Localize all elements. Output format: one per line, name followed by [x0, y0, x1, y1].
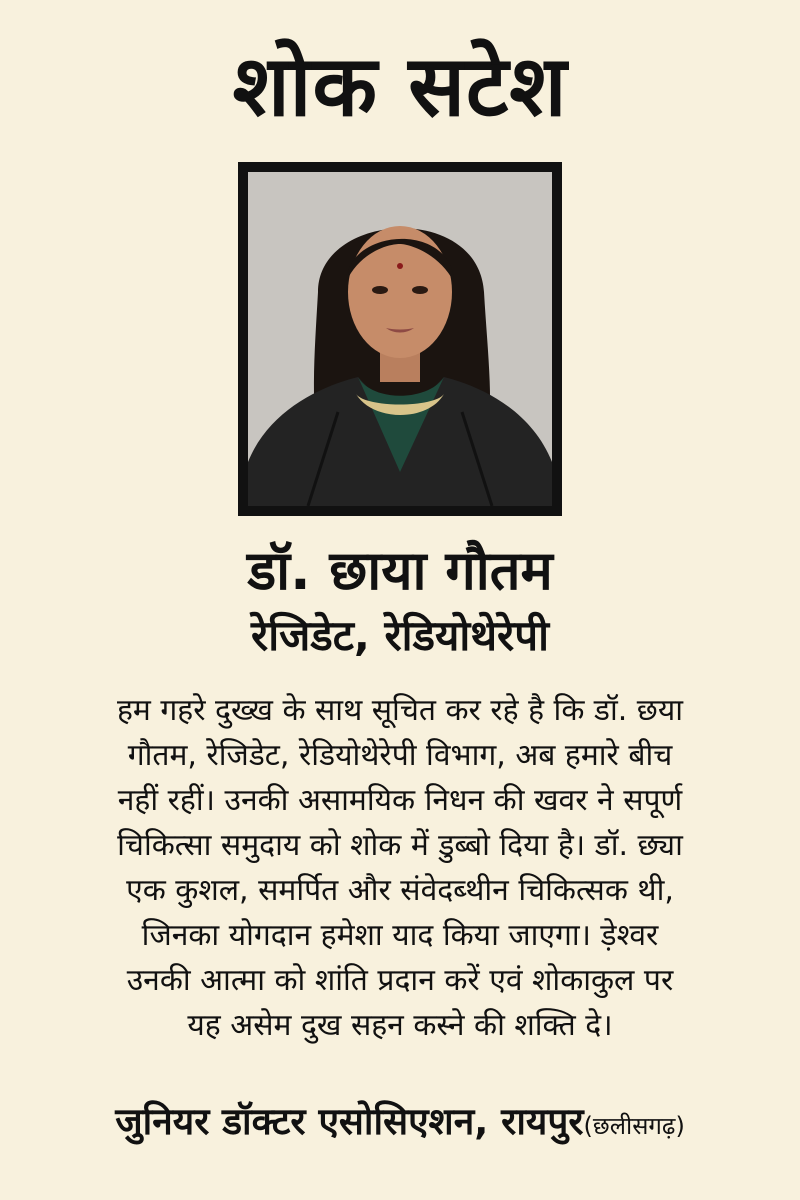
message-line: नहीं रहीं। उनकी असामयिक निधन की खवर ने सपूर्ण: [117, 783, 683, 818]
organization-state: (छलीसगढ़): [583, 1112, 685, 1140]
message-line: यह असेम दुख सहन कस्ने की शक्ति दे।: [187, 1008, 613, 1043]
page-title: शोक सटेश: [232, 37, 568, 135]
footer-signature: [0, 1094, 800, 1145]
condolence-message: [60, 688, 740, 1048]
organization-name: जुनियर डॉक्टर एसोसिएशन, रायपुर: [115, 1100, 584, 1143]
person-designation: रेजिडेट, रेडियोथेरेपी: [251, 611, 549, 660]
portrait-photo: [238, 162, 562, 516]
message-line: जिनका योगदान हमेशा याद किया जाएगा। ड़ेश्वर: [141, 918, 659, 953]
message-line: एक कुशल, समर्पित और संवेदब्थीन चिकित्सक थी,: [126, 873, 674, 908]
message-line: चिकित्सा समुदाय को शोक में डुब्बो दिया है। डॉ. छ्या: [117, 828, 683, 863]
person-name: डॉ. छाया गौतम: [247, 539, 553, 602]
message-line: गौतम, रेजिडेट, रेडियोथेरेपी विभाग, अब हमारे बीच: [127, 738, 673, 773]
message-line: हम गहरे दुख्ख के साथ सूचित कर रहे है कि डॉ. छया: [117, 693, 683, 728]
message-line: उनकी आत्मा को शांति प्रदान करें एवं शोकाकुल पर: [126, 963, 674, 998]
portrait-illustration: [248, 172, 552, 506]
